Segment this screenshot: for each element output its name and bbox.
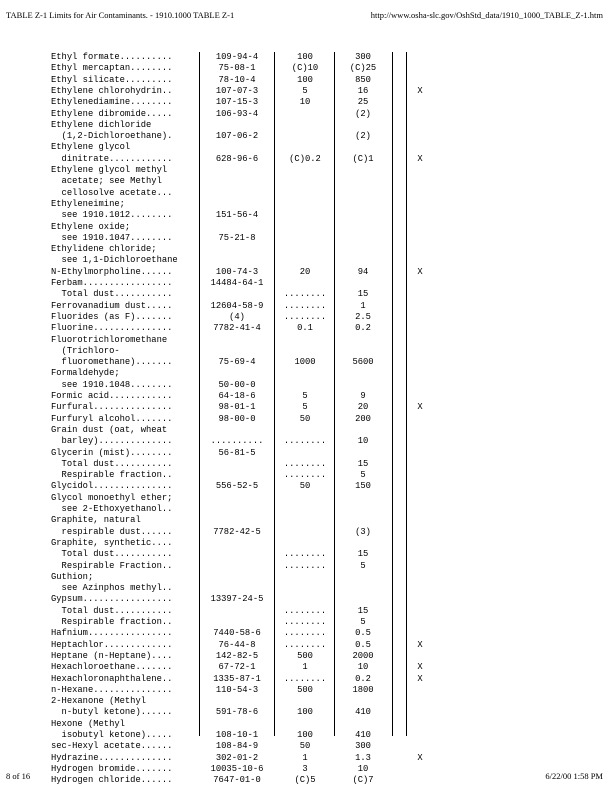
table-row	[0, 640, 611, 651]
cas-number: 108-10-1	[215, 730, 259, 740]
substance-name: see 2-Ethoxyethanol..	[51, 504, 173, 514]
substance-name: 2-Hexanone (Methyl	[51, 696, 147, 707]
mg-value: 0.5	[355, 628, 371, 639]
mg-value: 10	[357, 662, 369, 673]
substance-name: Formic acid............	[51, 391, 173, 401]
table-row	[0, 594, 611, 605]
ppm-value: ........	[283, 458, 327, 469]
table-row	[0, 674, 611, 685]
substance-name: Ferrovanadium dust.....	[51, 300, 173, 311]
cas-number: 12604-58-9	[210, 300, 264, 311]
substance-name: Hydrogen bromide.......	[51, 763, 173, 774]
table-row	[0, 764, 611, 775]
table-row	[0, 617, 611, 628]
substance-name: Respirable Fraction..	[51, 560, 173, 571]
mg-value: 5600	[352, 357, 374, 368]
table-row	[0, 459, 611, 470]
mg-value: 300	[355, 741, 371, 752]
ppm-value: 500	[297, 650, 313, 661]
cas-number: 75-21-8	[218, 232, 256, 243]
table-row	[0, 707, 611, 718]
substance-name: acetate; see Methyl	[51, 176, 162, 187]
mg-value: 1800	[352, 684, 374, 695]
mg-value: 300	[355, 52, 371, 62]
ppm-value: ........	[283, 673, 327, 684]
mg-value: 2.5	[355, 311, 371, 322]
table-row	[0, 606, 611, 617]
ppm-value: ........	[283, 470, 327, 481]
table-row	[0, 753, 611, 764]
substance-name: see 1910.1048........	[51, 379, 173, 390]
substance-name: Ethylene oxide;	[51, 221, 131, 232]
substance-name: sec-Hexyl acetate......	[51, 741, 173, 752]
skin-designation: X	[417, 402, 423, 413]
substance-name: see Azinphos methyl..	[51, 583, 173, 594]
substance-name: Hydrazine..............	[51, 752, 173, 763]
mg-value: 410	[355, 707, 371, 718]
table-row	[0, 470, 611, 481]
table-row	[0, 425, 611, 436]
cas-number: 110-54-3	[215, 684, 259, 695]
table-row	[0, 346, 611, 357]
ppm-value: 1	[302, 752, 308, 763]
page-number: 8 of 16	[6, 771, 31, 781]
substance-name: Ethyl formate..........	[51, 52, 173, 62]
ppm-value: 100	[297, 52, 313, 62]
table-row	[0, 267, 611, 278]
table-row	[0, 527, 611, 538]
substance-name: see 1910.1047........	[51, 232, 173, 243]
table-row	[0, 651, 611, 662]
ppm-value: 100	[297, 707, 313, 718]
table-row	[0, 493, 611, 504]
substance-name: Fluorine...............	[51, 323, 173, 334]
cas-number: 7782-42-5	[213, 526, 261, 537]
substance-name: Ethyl mercaptan........	[51, 63, 173, 74]
mg-value: 200	[355, 413, 371, 424]
substance-name: Hexachloronaphthalene..	[51, 673, 173, 684]
table-row	[0, 165, 611, 176]
substance-name: Hexone (Methyl	[51, 718, 125, 729]
ppm-value: 500	[297, 684, 313, 695]
table-row	[0, 289, 611, 300]
substance-name: N-Ethylmorpholine......	[51, 266, 173, 277]
substance-name: Ethylene glycol	[51, 142, 131, 153]
substance-name: Glycol monoethyl ether;	[51, 492, 173, 503]
table-row	[0, 380, 611, 391]
print-datetime: 6/22/00 1:58 PM	[545, 771, 603, 781]
cas-number: 628-96-6	[215, 153, 259, 164]
mg-value: 15	[357, 458, 369, 469]
table-row	[0, 176, 611, 187]
table-row	[0, 120, 611, 131]
substance-name: Glycerin (mist)........	[51, 447, 173, 458]
cas-number: 75-08-1	[218, 63, 256, 74]
cas-number: 13397-24-5	[210, 594, 264, 605]
table-row	[0, 391, 611, 402]
ppm-value: 50	[299, 741, 311, 752]
cas-number: 98-01-1	[218, 402, 256, 413]
ppm-value: ........	[283, 628, 327, 639]
substance-name: Furfuryl alcohol.......	[51, 413, 173, 424]
substance-name: Ethylenediamine........	[51, 97, 173, 108]
substance-name: n-Hexane...............	[51, 684, 173, 695]
mg-value: 16	[357, 85, 369, 96]
substance-name: Gypsum.................	[51, 594, 173, 605]
cas-number: 7782-41-4	[213, 323, 261, 334]
ppm-value: 100	[297, 730, 313, 740]
substance-name: dinitrate............	[51, 153, 173, 164]
table-row	[0, 335, 611, 346]
substance-name: Ethyl silicate.........	[51, 74, 173, 85]
table-row	[0, 210, 611, 221]
substance-name: Total dust...........	[51, 605, 173, 616]
cas-number: 107-06-2	[215, 131, 259, 142]
cas-number: 75-69-4	[218, 357, 256, 368]
table-row	[0, 86, 611, 97]
substance-name: Ethylidene chloride;	[51, 244, 157, 255]
ppm-value: 50	[299, 481, 311, 492]
cas-number: 78-10-4	[218, 74, 256, 85]
cas-number: 108-84-9	[215, 741, 259, 752]
table-row	[0, 154, 611, 165]
substance-name: Ferbam.................	[51, 278, 173, 288]
ppm-value: 5	[302, 402, 308, 413]
substance-name: Heptane (n-Heptane)....	[51, 650, 173, 661]
mg-value: 15	[357, 289, 369, 300]
substance-name: see 1,1-Dichloroethane	[51, 255, 178, 266]
skin-designation: X	[417, 673, 423, 684]
mg-value: 850	[355, 74, 371, 85]
mg-value: 10	[357, 763, 369, 774]
table-row	[0, 481, 611, 492]
cas-number: 56-81-5	[218, 447, 256, 458]
table-row	[0, 233, 611, 244]
substance-name: Fluorotrichloromethane	[51, 334, 168, 345]
table-row	[0, 255, 611, 266]
header-url: http://www.osha-slc.gov/OshStd_data/1910_1000_TABLE_Z-1.htm	[370, 10, 603, 20]
cas-number: 107-15-3	[215, 97, 259, 108]
ppm-value: 5	[302, 391, 308, 401]
skin-designation: X	[417, 752, 423, 763]
header-title: TABLE Z-1 Limits for Air Contaminants. - 1910.1000 TABLE Z-1	[6, 10, 235, 20]
substance-name: Ethylene glycol methyl	[51, 165, 168, 175]
cas-number: 50-00-0	[218, 379, 256, 390]
ppm-value: 50	[299, 413, 311, 424]
table-row	[0, 504, 611, 515]
cas-number: 100-74-3	[215, 266, 259, 277]
table-row	[0, 301, 611, 312]
table-row	[0, 696, 611, 707]
mg-value: 1.3	[355, 752, 371, 763]
substance-name: Total dust...........	[51, 458, 173, 469]
table-row	[0, 730, 611, 741]
cas-number: 98-00-0	[218, 413, 256, 424]
table-row	[0, 414, 611, 425]
table-row	[0, 402, 611, 413]
table-row	[0, 222, 611, 233]
mg-value: 150	[355, 481, 371, 492]
cas-number: 142-82-5	[215, 650, 259, 661]
substance-name: cellosolve acetate...	[51, 187, 173, 198]
substance-name: Respirable fraction..	[51, 470, 173, 481]
cas-number: (4)	[229, 311, 245, 322]
mg-value: (3)	[355, 526, 371, 537]
table-row	[0, 142, 611, 153]
cas-number: 302-01-2	[215, 752, 259, 763]
substance-name: Hydrogen chloride......	[51, 775, 173, 786]
skin-designation: X	[417, 153, 423, 164]
table-row	[0, 436, 611, 447]
table-row	[0, 52, 611, 63]
mg-value: 1	[360, 300, 366, 311]
mg-value: 5	[360, 560, 366, 571]
ppm-value: ........	[283, 300, 327, 311]
table-row	[0, 357, 611, 368]
ppm-value: ........	[283, 605, 327, 616]
table-row	[0, 63, 611, 74]
cas-number: 7647-01-0	[213, 775, 261, 786]
substance-name: Ethylene dichloride	[51, 119, 152, 130]
cas-number: 109-94-4	[215, 52, 259, 62]
mg-value: (C)1	[352, 153, 374, 164]
substance-name: Ethyleneimine;	[51, 198, 125, 209]
cas-number: 7440-58-6	[213, 628, 261, 639]
substance-name: respirable dust......	[51, 526, 173, 537]
cas-number: 67-72-1	[218, 662, 256, 673]
ppm-value: 1000	[294, 357, 316, 368]
ppm-value: 10	[299, 97, 311, 108]
substance-name: Ethylene chlorohydrin..	[51, 85, 173, 96]
substance-name: Total dust...........	[51, 289, 173, 300]
table-row	[0, 685, 611, 696]
table-row	[0, 312, 611, 323]
ppm-value: 0.1	[297, 323, 313, 334]
substance-name: Ethylene dibromide.....	[51, 108, 173, 119]
mg-value: 25	[357, 97, 369, 108]
cas-number: 556-52-5	[215, 481, 259, 492]
ppm-value: ........	[283, 549, 327, 560]
table-row	[0, 538, 611, 549]
table-row	[0, 109, 611, 120]
cas-number: 10035-10-6	[210, 763, 264, 774]
table-row	[0, 515, 611, 526]
skin-designation: X	[417, 266, 423, 277]
ppm-value: ........	[283, 560, 327, 571]
table-row	[0, 572, 611, 583]
ppm-value: ........	[283, 436, 327, 447]
mg-value: (2)	[355, 131, 371, 142]
ppm-value: ........	[283, 311, 327, 322]
ppm-value: (C)10	[291, 63, 319, 74]
table-row	[0, 75, 611, 86]
substance-name: barley)..............	[51, 436, 173, 447]
table-row	[0, 662, 611, 673]
table-row	[0, 775, 611, 786]
mg-value: 2000	[352, 650, 374, 661]
substance-name: Hafnium................	[51, 628, 173, 639]
table-row	[0, 278, 611, 289]
cas-number: 64-18-6	[218, 391, 256, 401]
substance-name: Hexachloroethane.......	[51, 662, 173, 673]
table-row	[0, 741, 611, 752]
ppm-value: ........	[283, 639, 327, 650]
table-row	[0, 561, 611, 572]
mg-value: 9	[360, 391, 366, 401]
table-row	[0, 719, 611, 730]
cas-number: 76-44-8	[218, 639, 256, 650]
mg-value: 0.2	[355, 673, 371, 684]
cas-number: 14484-64-1	[210, 278, 264, 288]
substance-name: Formaldehyde;	[51, 368, 120, 379]
mg-value: 20	[357, 402, 369, 413]
cas-number: 106-93-4	[215, 108, 259, 119]
ppm-value: ........	[283, 289, 327, 300]
substance-name: isobutyl ketone).....	[51, 730, 173, 740]
ppm-value: 100	[297, 74, 313, 85]
substance-name: Total dust...........	[51, 549, 173, 560]
table-row	[0, 199, 611, 210]
substance-name: (1,2-Dichloroethane).	[51, 131, 173, 142]
substance-name: Graphite, synthetic....	[51, 537, 173, 548]
cas-number: 591-78-6	[215, 707, 259, 718]
table-row	[0, 583, 611, 594]
table-row	[0, 97, 611, 108]
substance-name: Glycidol...............	[51, 481, 173, 492]
substance-name: Respirable fraction..	[51, 617, 173, 627]
mg-value: 94	[357, 266, 369, 277]
mg-value: 15	[357, 549, 369, 560]
mg-value: 0.5	[355, 639, 371, 650]
ppm-value: ........	[283, 617, 327, 627]
mg-value: 5	[360, 617, 366, 627]
substance-name: Fluorides (as F).......	[51, 311, 173, 322]
skin-designation: X	[417, 639, 423, 650]
ppm-value: 20	[299, 266, 311, 277]
cas-number: 1335-87-1	[213, 673, 261, 684]
substance-name: Graphite, natural	[51, 515, 141, 526]
table-row	[0, 628, 611, 639]
cas-number: 107-07-3	[215, 85, 259, 96]
mg-value: (C)25	[349, 63, 377, 74]
mg-value: 5	[360, 470, 366, 481]
cas-number: ..........	[210, 436, 264, 447]
substance-name: Heptachlor.............	[51, 639, 173, 650]
skin-designation: X	[417, 662, 423, 673]
substance-name: Furfural...............	[51, 402, 173, 413]
substance-name: (Trichloro-	[51, 345, 120, 356]
substance-name: Grain dust (oat, wheat	[51, 424, 168, 435]
table-row	[0, 448, 611, 459]
table-row	[0, 549, 611, 560]
cas-number: 151-56-4	[215, 210, 259, 221]
mg-value: 10	[357, 436, 369, 447]
ppm-value: 3	[302, 763, 308, 774]
substance-name: n-butyl ketone)......	[51, 707, 173, 718]
ppm-value: (C)0.2	[289, 153, 321, 164]
substance-name: fluoromethane).......	[51, 357, 173, 368]
substance-name: see 1910.1012........	[51, 210, 173, 221]
mg-value: (C)7	[352, 775, 374, 786]
mg-value: 0.2	[355, 323, 371, 334]
mg-value: 15	[357, 605, 369, 616]
table-row	[0, 131, 611, 142]
mg-value: 410	[355, 730, 371, 740]
table-row	[0, 244, 611, 255]
mg-value: (2)	[355, 108, 371, 119]
ppm-value: 5	[302, 85, 308, 96]
substance-name: Guthion;	[51, 571, 94, 582]
table-row	[0, 188, 611, 199]
table-row	[0, 368, 611, 379]
table-row	[0, 323, 611, 334]
ppm-value: 1	[302, 662, 308, 673]
ppm-value: (C)5	[294, 775, 316, 786]
skin-designation: X	[417, 85, 423, 96]
